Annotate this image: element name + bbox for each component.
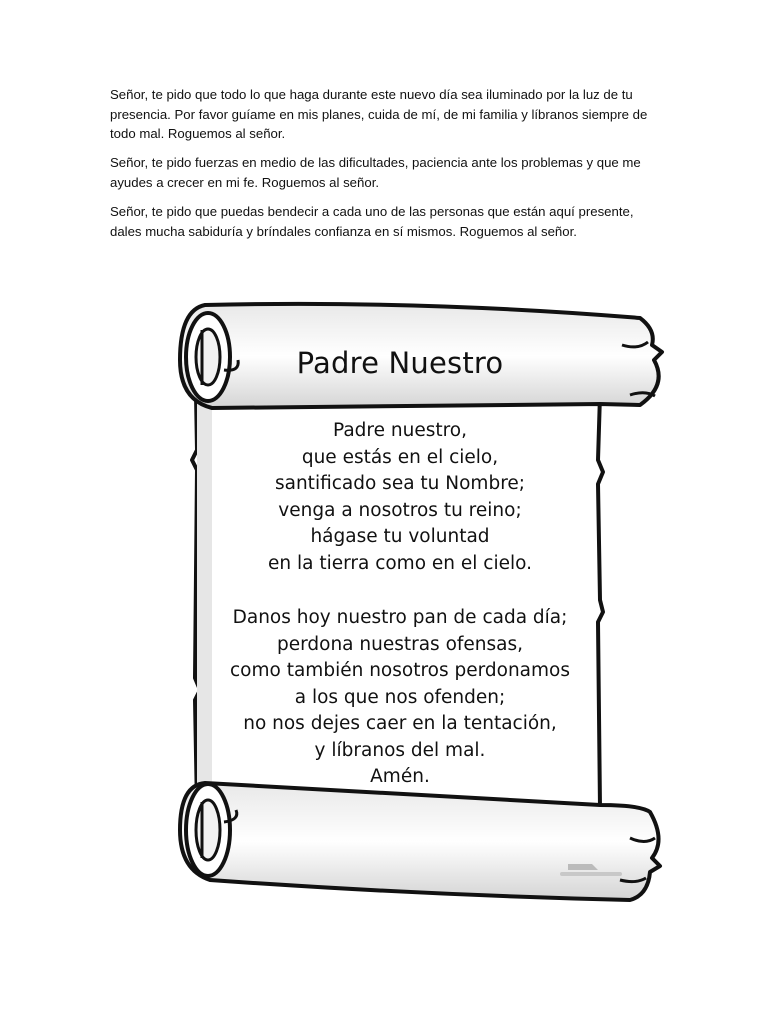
prayer-line: santificado sea tu Nombre; — [274, 473, 526, 494]
prayer-line: y líbranos del mal. — [314, 739, 486, 761]
prayer-line: Danos hoy nuestro pan de cada día; — [232, 607, 568, 628]
scroll-title: Padre Nuestro — [296, 346, 504, 380]
prayer-line: a los que nos ofenden; — [294, 686, 506, 708]
prayer-line: hágase tu voluntad — [310, 526, 490, 547]
prayer-line: perdona nuestras ofensas, — [276, 633, 524, 655]
prayer-line: Amén. — [370, 766, 430, 787]
prayer-line: no nos dejes caer en la tentación, — [243, 713, 557, 734]
prayer-paragraph-3: Señor, te pido que puedas bendecir a cada uno de las personas que están aquí presente, dales mucha sabiduría y bríndales confianza en sí mismos. Roguemos al señor. — [110, 204, 634, 239]
prayer-line: que estás en el cielo, — [301, 446, 499, 468]
logo-watermark-icon — [558, 860, 628, 880]
prayer-paragraph-2: Señor, te pido fuerzas en medio de las dificultades, paciencia ante los problemas y que me ayudes a crecer en mi fe. Roguemos al señor. — [110, 155, 641, 190]
prayer-line: como también nosotros perdonamos — [230, 660, 570, 681]
prayer-line: en la tierra como en el cielo. — [267, 552, 533, 574]
prayer-line: Padre nuestro, — [333, 420, 467, 441]
prayer-paragraph-1: Señor, te pido que todo lo que haga durante este nuevo día sea iluminado por la luz de tu presencia. Por favor guíame en mis planes, cuida de mí, de mi familia y líbranos siempre de todo mal. Roguemos al señor. — [110, 87, 648, 141]
prayer-stanza-2 — [200, 605, 600, 791]
prayer-line: venga a nosotros tu reino; — [278, 499, 522, 521]
prayer-stanza-1 — [200, 418, 600, 577]
